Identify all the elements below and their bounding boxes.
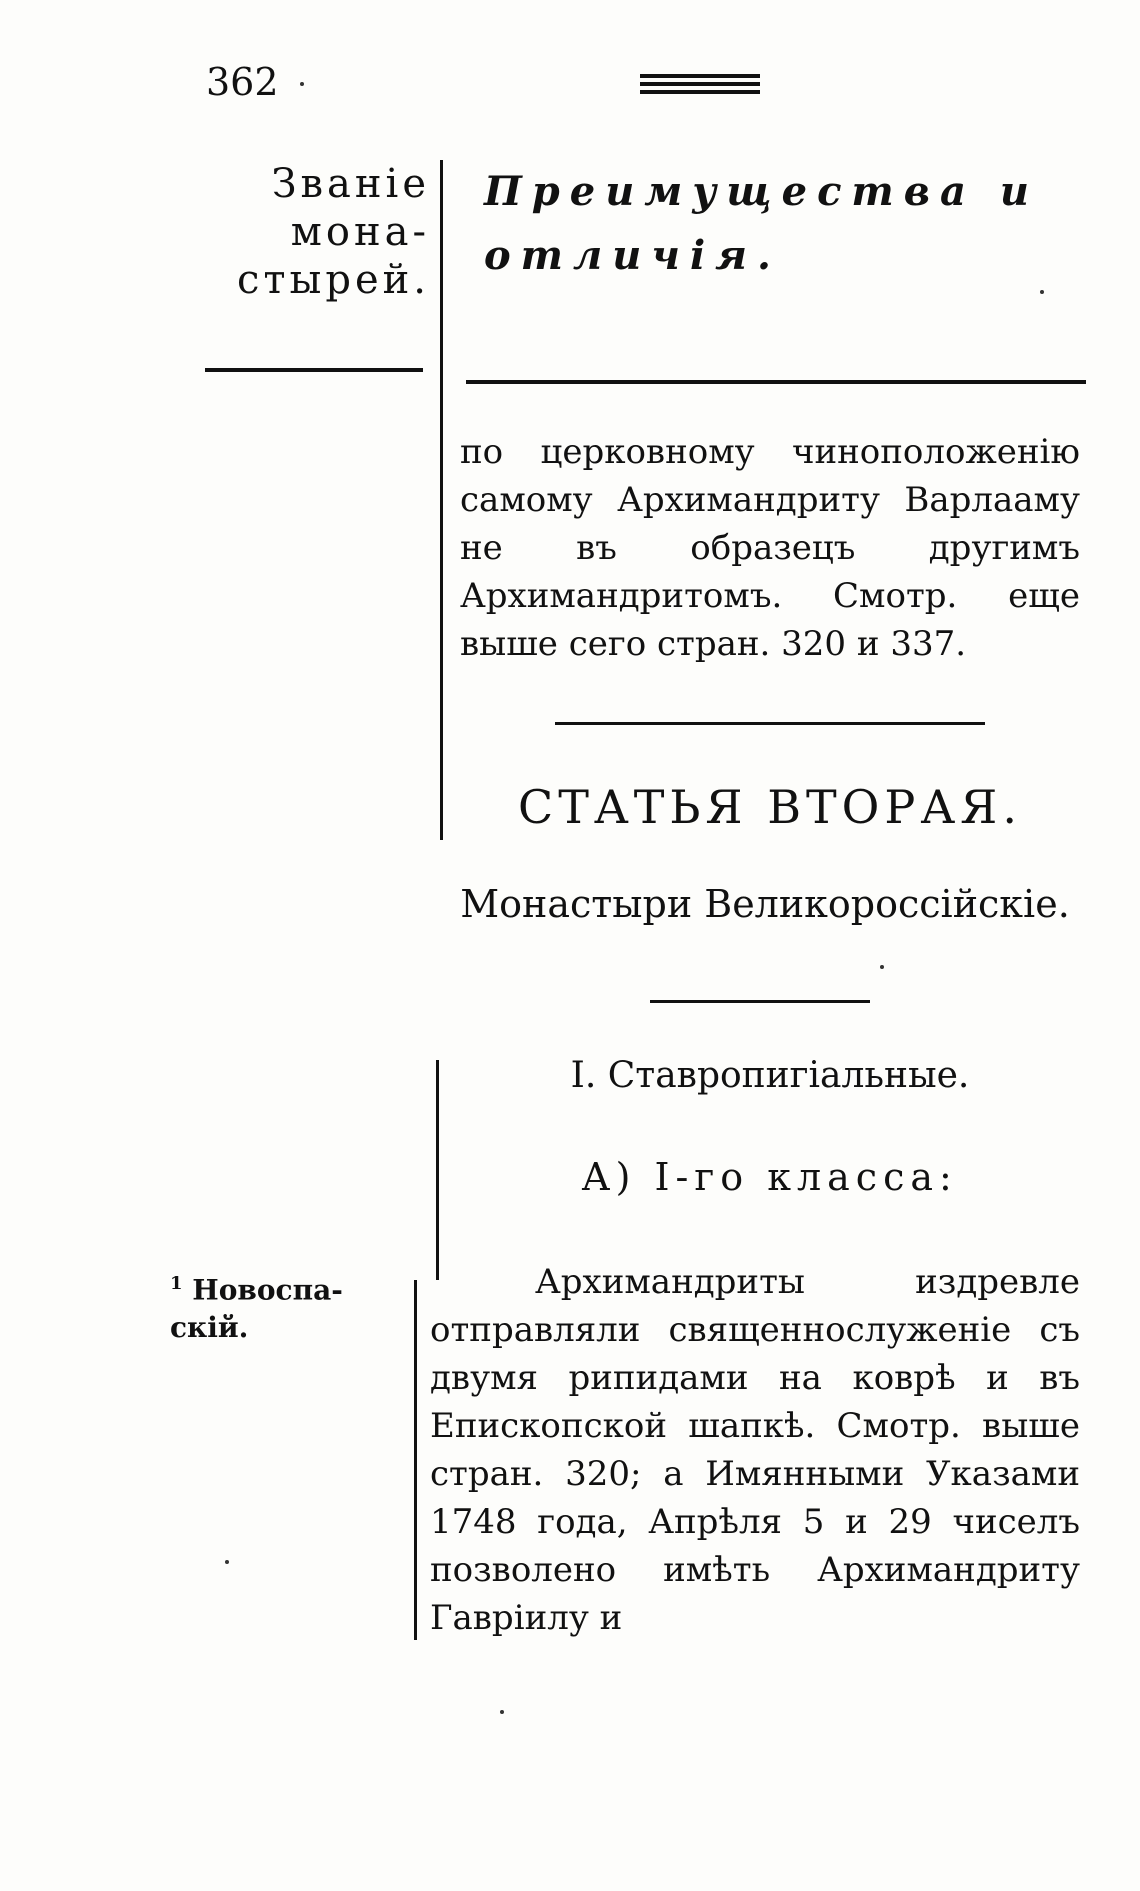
header-rule-left	[205, 368, 423, 372]
continuation-text: по церковному чиноположенію самому Архимандриту Варлааму не въ образецъ другимъ Архимандритомъ. Смотр. еще выше сего стран. 320 и 337.	[460, 432, 1080, 664]
side-note-line-2: скій.	[170, 1311, 249, 1345]
section-rule	[555, 722, 985, 725]
side-note-number: 1	[170, 1273, 183, 1294]
section-heading: СТАТЬЯ ВТОРАЯ.	[518, 780, 1022, 834]
header-rule-right	[466, 380, 1086, 384]
column-header-left	[190, 160, 430, 304]
subheading-rule	[650, 1000, 870, 1003]
side-note-text-1: Новоспа-	[192, 1273, 343, 1307]
column-divider-upper	[440, 160, 443, 840]
header-left-line-1: Званіе	[271, 161, 430, 207]
subsection-title: I. Ставропигіальные.	[570, 1055, 970, 1096]
scan-speck	[880, 965, 884, 969]
header-left-line-2: мона-	[290, 209, 430, 255]
page-number: 362	[206, 60, 279, 104]
header-right-line-1: Преимущества и	[484, 168, 1039, 215]
column-header-right	[484, 160, 1094, 288]
scan-speck	[225, 1560, 229, 1564]
class-title: A) I-го класса:	[582, 1155, 958, 1199]
column-divider-lower	[414, 1280, 417, 1640]
header-left-line-3: стырей.	[236, 257, 430, 303]
column-divider-middle	[436, 1060, 439, 1280]
scan-speck	[300, 82, 304, 86]
main-paragraph: Архимандриты издревле отправляли священнослуженіе съ двумя рипидами на коврѣ и въ Епископской шапкѣ. Смотр. выше стран. 320; а Имянными Указами 1748 года, Апрѣля 5 и 29 чиселъ позволено имѣть Архимандриту Гавріилу и	[430, 1262, 1080, 1638]
section-subheading: Монастыри Великороссійскіе.	[460, 882, 1070, 926]
header-right-line-2: отличія.	[484, 232, 781, 279]
scan-speck	[1040, 290, 1044, 294]
scan-speck	[500, 1710, 504, 1714]
continuation-paragraph	[460, 428, 1080, 668]
side-note-line-1	[170, 1265, 410, 1309]
side-note	[170, 1265, 410, 1347]
header-ornament	[640, 74, 760, 100]
